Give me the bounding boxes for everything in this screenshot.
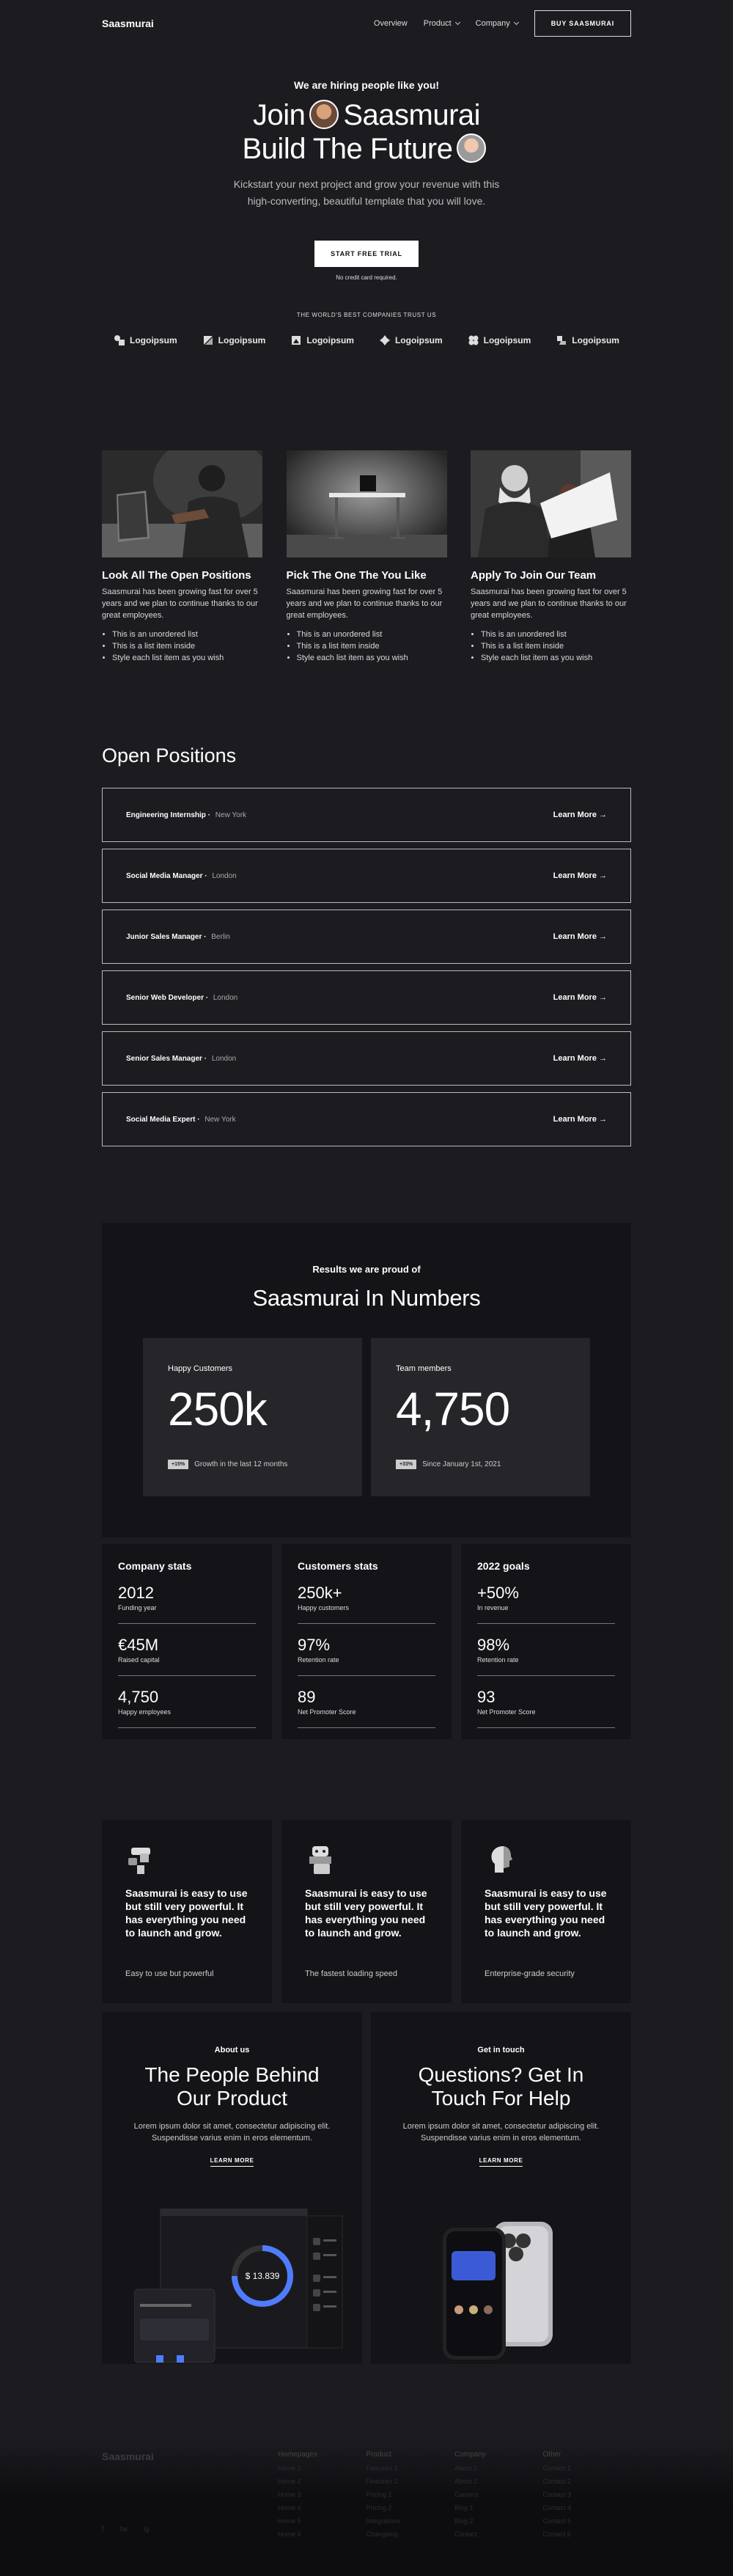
footer-column-title: Product: [366, 2451, 391, 2459]
contact-card: [371, 2012, 631, 2364]
nav-product-label: Product: [423, 19, 452, 28]
footer-column: [366, 2451, 454, 2538]
position-row[interactable]: [102, 1031, 631, 1086]
positions-section: [102, 744, 631, 1146]
number-footnote: Growth in the last 12 months: [194, 1460, 288, 1468]
footer-column-title: Company: [454, 2451, 486, 2459]
stat-label: Happy customers: [298, 1604, 435, 1624]
stacked-shapes-icon: [125, 1843, 159, 1877]
stat-value: 2012: [118, 1584, 154, 1602]
footer-link[interactable]: Contact 6: [542, 2531, 572, 2538]
position-city: New York: [215, 811, 247, 819]
footer-link[interactable]: Pricing 1: [366, 2491, 392, 2498]
feature-image: [102, 450, 262, 557]
list-item: • Style each list item as you wish: [297, 652, 447, 664]
position-role: Senior Sales Manager: [126, 1054, 202, 1063]
footer-link[interactable]: Careers: [454, 2491, 479, 2498]
list-item: • This is an unordered list: [481, 629, 631, 640]
footer-inner: [102, 2437, 631, 2538]
numbers-section: [102, 1223, 631, 1739]
position-role: Junior Sales Manager: [126, 932, 202, 941]
number-value: 250k: [168, 1383, 267, 1435]
number-footer: [168, 1460, 287, 1469]
contact-title: Questions? Get In Touch For Help: [418, 2063, 584, 2110]
stats-row: [102, 1544, 631, 1739]
feature-card: [287, 450, 447, 664]
footer-link[interactable]: Contact 4: [542, 2504, 572, 2511]
avatar: [457, 133, 486, 163]
position-city: London: [211, 1054, 237, 1063]
value-card: [281, 1820, 452, 2003]
footer: [0, 2437, 733, 2576]
feature-image: [471, 450, 631, 557]
nav-product[interactable]: [424, 19, 460, 28]
value-caption: Easy to use but powerful: [125, 1969, 214, 1978]
number-label: Happy Customers: [168, 1364, 233, 1373]
footer-link[interactable]: Blog 1: [454, 2504, 474, 2511]
footer-link[interactable]: About 2: [454, 2478, 478, 2485]
learn-more-link[interactable]: LEARN MORE: [479, 2157, 523, 2167]
stat-title: Company stats: [118, 1560, 192, 1572]
footer-link[interactable]: Contact 2: [542, 2478, 572, 2485]
feature-card: [471, 450, 631, 664]
position-city: New York: [205, 1115, 236, 1124]
values-row: [102, 1820, 631, 2003]
position-row[interactable]: [102, 970, 631, 1025]
learn-more-link[interactable]: Learn More →: [553, 811, 607, 819]
footer-link[interactable]: Contact: [454, 2531, 478, 2538]
list-item: • This is an unordered list: [297, 629, 447, 640]
avatar: [309, 100, 339, 129]
footer-link[interactable]: Home 2: [278, 2478, 301, 2485]
hero-note: No credit card required.: [336, 274, 397, 281]
stat-value: 98%: [477, 1636, 510, 1654]
company-logo-text: Logoipsum: [130, 335, 177, 345]
dashboard-mockup: [134, 2209, 354, 2364]
stat-label: Retention rate: [477, 1656, 615, 1676]
value-text: Saasmurai is easy to use but still very powerful. It has everything you need to launch and grow.: [125, 1887, 248, 1939]
company-logo-text: Logoipsum: [572, 335, 619, 345]
hero-title: [102, 98, 631, 166]
nav-company[interactable]: [476, 19, 518, 28]
list-item: • Style each list item as you wish: [112, 652, 262, 664]
position-info: Engineering Internship · New York: [126, 811, 247, 819]
footer-link[interactable]: Features 2: [366, 2478, 398, 2485]
learn-more-link[interactable]: Learn More →: [553, 993, 607, 1002]
hero-kicker: We are hiring people like you!: [293, 79, 440, 91]
stat-value: 89: [298, 1688, 316, 1706]
brand-logo[interactable]: Saasmurai: [102, 18, 154, 29]
feature-list: [102, 629, 262, 664]
position-role: Social Media Manager: [126, 871, 203, 880]
positions-title: Open Positions: [102, 744, 237, 766]
about-text: Lorem ipsum dolor sit amet, consectetur adipiscing elit. Suspendisse varius enim in eros elementum.: [133, 2122, 331, 2143]
stat-item: [118, 1636, 256, 1676]
stat-value: 250k+: [298, 1584, 342, 1602]
logoipsum-icon: [468, 334, 479, 346]
balance-amount: $ 13.839: [245, 2271, 280, 2281]
list-item: • This is an unordered list: [112, 629, 262, 640]
growth-badge: +15%: [168, 1460, 188, 1469]
contact-text: Lorem ipsum dolor sit amet, consectetur adipiscing elit. Suspendisse varius enim in eros elementum.: [402, 2122, 600, 2143]
footer-link[interactable]: About 1: [454, 2465, 478, 2472]
logoipsum-icon: [556, 334, 567, 346]
footer-link[interactable]: Changelog: [366, 2531, 399, 2538]
learn-more-link[interactable]: Learn More →: [553, 1115, 607, 1124]
company-logo: [468, 334, 531, 346]
robot-icon: [305, 1843, 339, 1877]
hero-title-join: Join: [252, 99, 306, 131]
position-city: Berlin: [211, 932, 230, 941]
position-row[interactable]: [102, 910, 631, 964]
about-title: The People Behind Our Product: [144, 2063, 320, 2110]
stat-title: 2022 goals: [477, 1560, 530, 1572]
stat-value: 97%: [298, 1636, 331, 1654]
logo-strip: [102, 334, 631, 346]
footer-link[interactable]: Home 4: [278, 2504, 301, 2511]
number-footer: [396, 1460, 501, 1469]
position-role: Social Media Expert: [126, 1115, 196, 1124]
stat-label: Net Promoter Score: [477, 1708, 615, 1728]
stat-item: [298, 1688, 435, 1728]
position-role: Senior Web Developer: [126, 993, 204, 1002]
hero-subtitle: Kickstart your next project and grow your revenue with this high-converting, beautiful template that you will love.: [233, 178, 500, 207]
stat-card: [102, 1544, 272, 1739]
list-item: • This is a list item inside: [112, 640, 262, 652]
position-role: Engineering Internship: [126, 811, 206, 819]
footer-link[interactable]: Contact 5: [542, 2517, 572, 2525]
company-logo-text: Logoipsum: [483, 335, 531, 345]
hero-title-brand: Saasmurai: [343, 99, 481, 131]
list-item: • This is a list item inside: [481, 640, 631, 652]
logoipsum-icon: [290, 334, 302, 346]
positions-list: [102, 788, 631, 1146]
position-city: London: [212, 871, 237, 880]
nav-company-label: Company: [475, 19, 510, 28]
hero: [102, 47, 631, 346]
position-city: London: [213, 993, 238, 1002]
learn-more-link[interactable]: Learn More →: [553, 932, 607, 941]
stat-item: [298, 1584, 435, 1624]
footer-column-title: Other: [542, 2451, 561, 2459]
number-card: [143, 1338, 362, 1496]
footer-column: [278, 2451, 366, 2538]
twitter-icon[interactable]: tw: [119, 2525, 128, 2533]
position-info: Senior Sales Manager · London: [126, 1054, 237, 1063]
footer-link[interactable]: Pricing 2: [366, 2504, 392, 2511]
value-text: Saasmurai is easy to use but still very powerful. It has everything you need to launch and grow.: [485, 1887, 607, 1939]
learn-more-link[interactable]: LEARN MORE: [210, 2157, 254, 2167]
stat-label: Net Promoter Score: [298, 1708, 435, 1728]
list-item: • This is a list item inside: [297, 640, 447, 652]
about-kicker: About us: [214, 2046, 250, 2054]
feature-title: Pick The One The You Like: [286, 569, 427, 582]
chevron-down-icon: [514, 20, 519, 25]
hero-title-line2: Build The Future: [242, 133, 453, 165]
stat-value: 93: [477, 1688, 496, 1706]
buy-button[interactable]: BUY SAASMURAI: [534, 10, 631, 37]
learn-more-link[interactable]: Learn More →: [553, 1054, 607, 1063]
stat-value: €45M: [118, 1636, 159, 1654]
footer-column: [542, 2451, 630, 2538]
stat-title: Customers stats: [298, 1560, 378, 1572]
feature-image: [287, 450, 447, 557]
stat-value: +50%: [477, 1584, 519, 1602]
company-logo-text: Logoipsum: [394, 335, 443, 345]
footer-link[interactable]: Home 6: [278, 2531, 301, 2538]
value-card: [461, 1820, 631, 2003]
stat-item: [477, 1584, 615, 1624]
number-value: 4,750: [396, 1383, 510, 1435]
numbers-panel: [102, 1223, 631, 1537]
company-logo: [379, 334, 443, 346]
stat-item: [477, 1636, 615, 1676]
stat-label: In revenue: [477, 1604, 615, 1624]
position-row[interactable]: [102, 849, 631, 903]
company-logo: [202, 334, 266, 346]
stat-card: [281, 1544, 452, 1739]
stat-item: [298, 1636, 435, 1676]
footer-link[interactable]: Blog 2: [454, 2517, 474, 2525]
feature-text: Saasmurai has been growing fast for over 5 years and we plan to continue thanks to our great employees.: [286, 588, 443, 620]
numbers-title: Saasmurai In Numbers: [252, 1285, 481, 1311]
stat-label: Happy employees: [118, 1708, 256, 1728]
facebook-icon[interactable]: f: [102, 2525, 104, 2533]
numbers-kicker: Results we are proud of: [312, 1264, 421, 1275]
footer-link[interactable]: Integrations: [366, 2517, 401, 2525]
stat-label: Funding year: [118, 1604, 256, 1624]
company-logo: [114, 334, 177, 346]
position-row[interactable]: [102, 1092, 631, 1146]
feature-card: [102, 450, 262, 664]
logoipsum-icon: [114, 334, 125, 346]
company-logo: [290, 334, 354, 346]
footer-brand[interactable]: Saasmurai: [102, 2451, 154, 2462]
learn-more-link[interactable]: Learn More →: [553, 871, 607, 880]
about-row: [102, 2012, 631, 2364]
footer-link[interactable]: Contact 1: [542, 2465, 572, 2472]
nav-overview[interactable]: Overview: [373, 19, 408, 28]
footer-link[interactable]: Home 5: [278, 2517, 301, 2525]
number-card: [371, 1338, 590, 1496]
list-item: • Style each list item as you wish: [481, 652, 631, 664]
number-label: Team members: [396, 1364, 452, 1373]
top-nav: [102, 0, 631, 47]
stat-card: [461, 1544, 631, 1739]
numbers-boxes: [102, 1338, 631, 1496]
start-trial-button[interactable]: START FREE TRIAL: [314, 241, 419, 267]
contact-kicker: Get in touch: [477, 2046, 525, 2054]
logoipsum-icon: [379, 334, 391, 346]
logoipsum-icon: [202, 334, 214, 346]
stat-value: 4,750: [118, 1688, 159, 1706]
position-info: Social Media Manager · London: [126, 871, 237, 880]
value-caption: Enterprise-grade security: [485, 1969, 575, 1978]
social-links: [102, 2525, 150, 2533]
desk-illustration: [287, 450, 447, 557]
position-info: Social Media Expert · New York: [126, 1115, 236, 1124]
instagram-icon[interactable]: ig: [143, 2525, 150, 2533]
footer-link[interactable]: Home 3: [278, 2491, 301, 2498]
laptop-person-illustration: [102, 450, 262, 557]
features: [102, 450, 631, 664]
value-text: Saasmurai is easy to use but still very powerful. It has everything you need to launch and grow.: [305, 1887, 427, 1939]
stat-label: Raised capital: [118, 1656, 256, 1676]
stat-item: [118, 1688, 256, 1728]
feature-list: [287, 629, 447, 664]
phone-mockup: [435, 2222, 582, 2364]
nav-links: [374, 10, 631, 37]
footer-column-title: Homepages: [278, 2451, 317, 2459]
head-bust-icon: [485, 1843, 518, 1877]
feature-title: Apply To Join Our Team: [471, 569, 597, 582]
position-row[interactable]: [102, 788, 631, 842]
value-card: [102, 1820, 272, 2003]
growth-badge: +33%: [396, 1460, 416, 1469]
value-caption: The fastest loading speed: [305, 1969, 397, 1978]
footer-link[interactable]: Features 1: [366, 2465, 398, 2472]
position-info: Junior Sales Manager · Berlin: [126, 932, 230, 941]
stat-label: Retention rate: [298, 1656, 435, 1676]
trust-heading: THE WORLD'S BEST COMPANIES TRUST US: [296, 312, 437, 318]
company-logo-text: Logoipsum: [218, 335, 266, 345]
stat-item: [118, 1584, 256, 1624]
stat-item: [477, 1688, 615, 1728]
feature-list: [471, 629, 631, 664]
feature-title: Look All The Open Positions: [102, 569, 251, 582]
team-illustration: [471, 450, 631, 557]
footer-link[interactable]: Home 1: [278, 2465, 301, 2472]
position-info: Senior Web Developer · London: [126, 993, 238, 1002]
chevron-down-icon: [455, 20, 460, 25]
about-card: [102, 2012, 362, 2364]
number-footnote: Since January 1st, 2021: [422, 1460, 501, 1468]
footer-column: [454, 2451, 542, 2538]
footer-link[interactable]: Contact 3: [542, 2491, 572, 2498]
company-logo-text: Logoipsum: [306, 335, 354, 345]
feature-text: Saasmurai has been growing fast for over 5 years and we plan to continue thanks to our great employees.: [471, 588, 627, 620]
company-logo: [556, 334, 619, 346]
feature-text: Saasmurai has been growing fast for over 5 years and we plan to continue thanks to our great employees.: [102, 588, 258, 620]
